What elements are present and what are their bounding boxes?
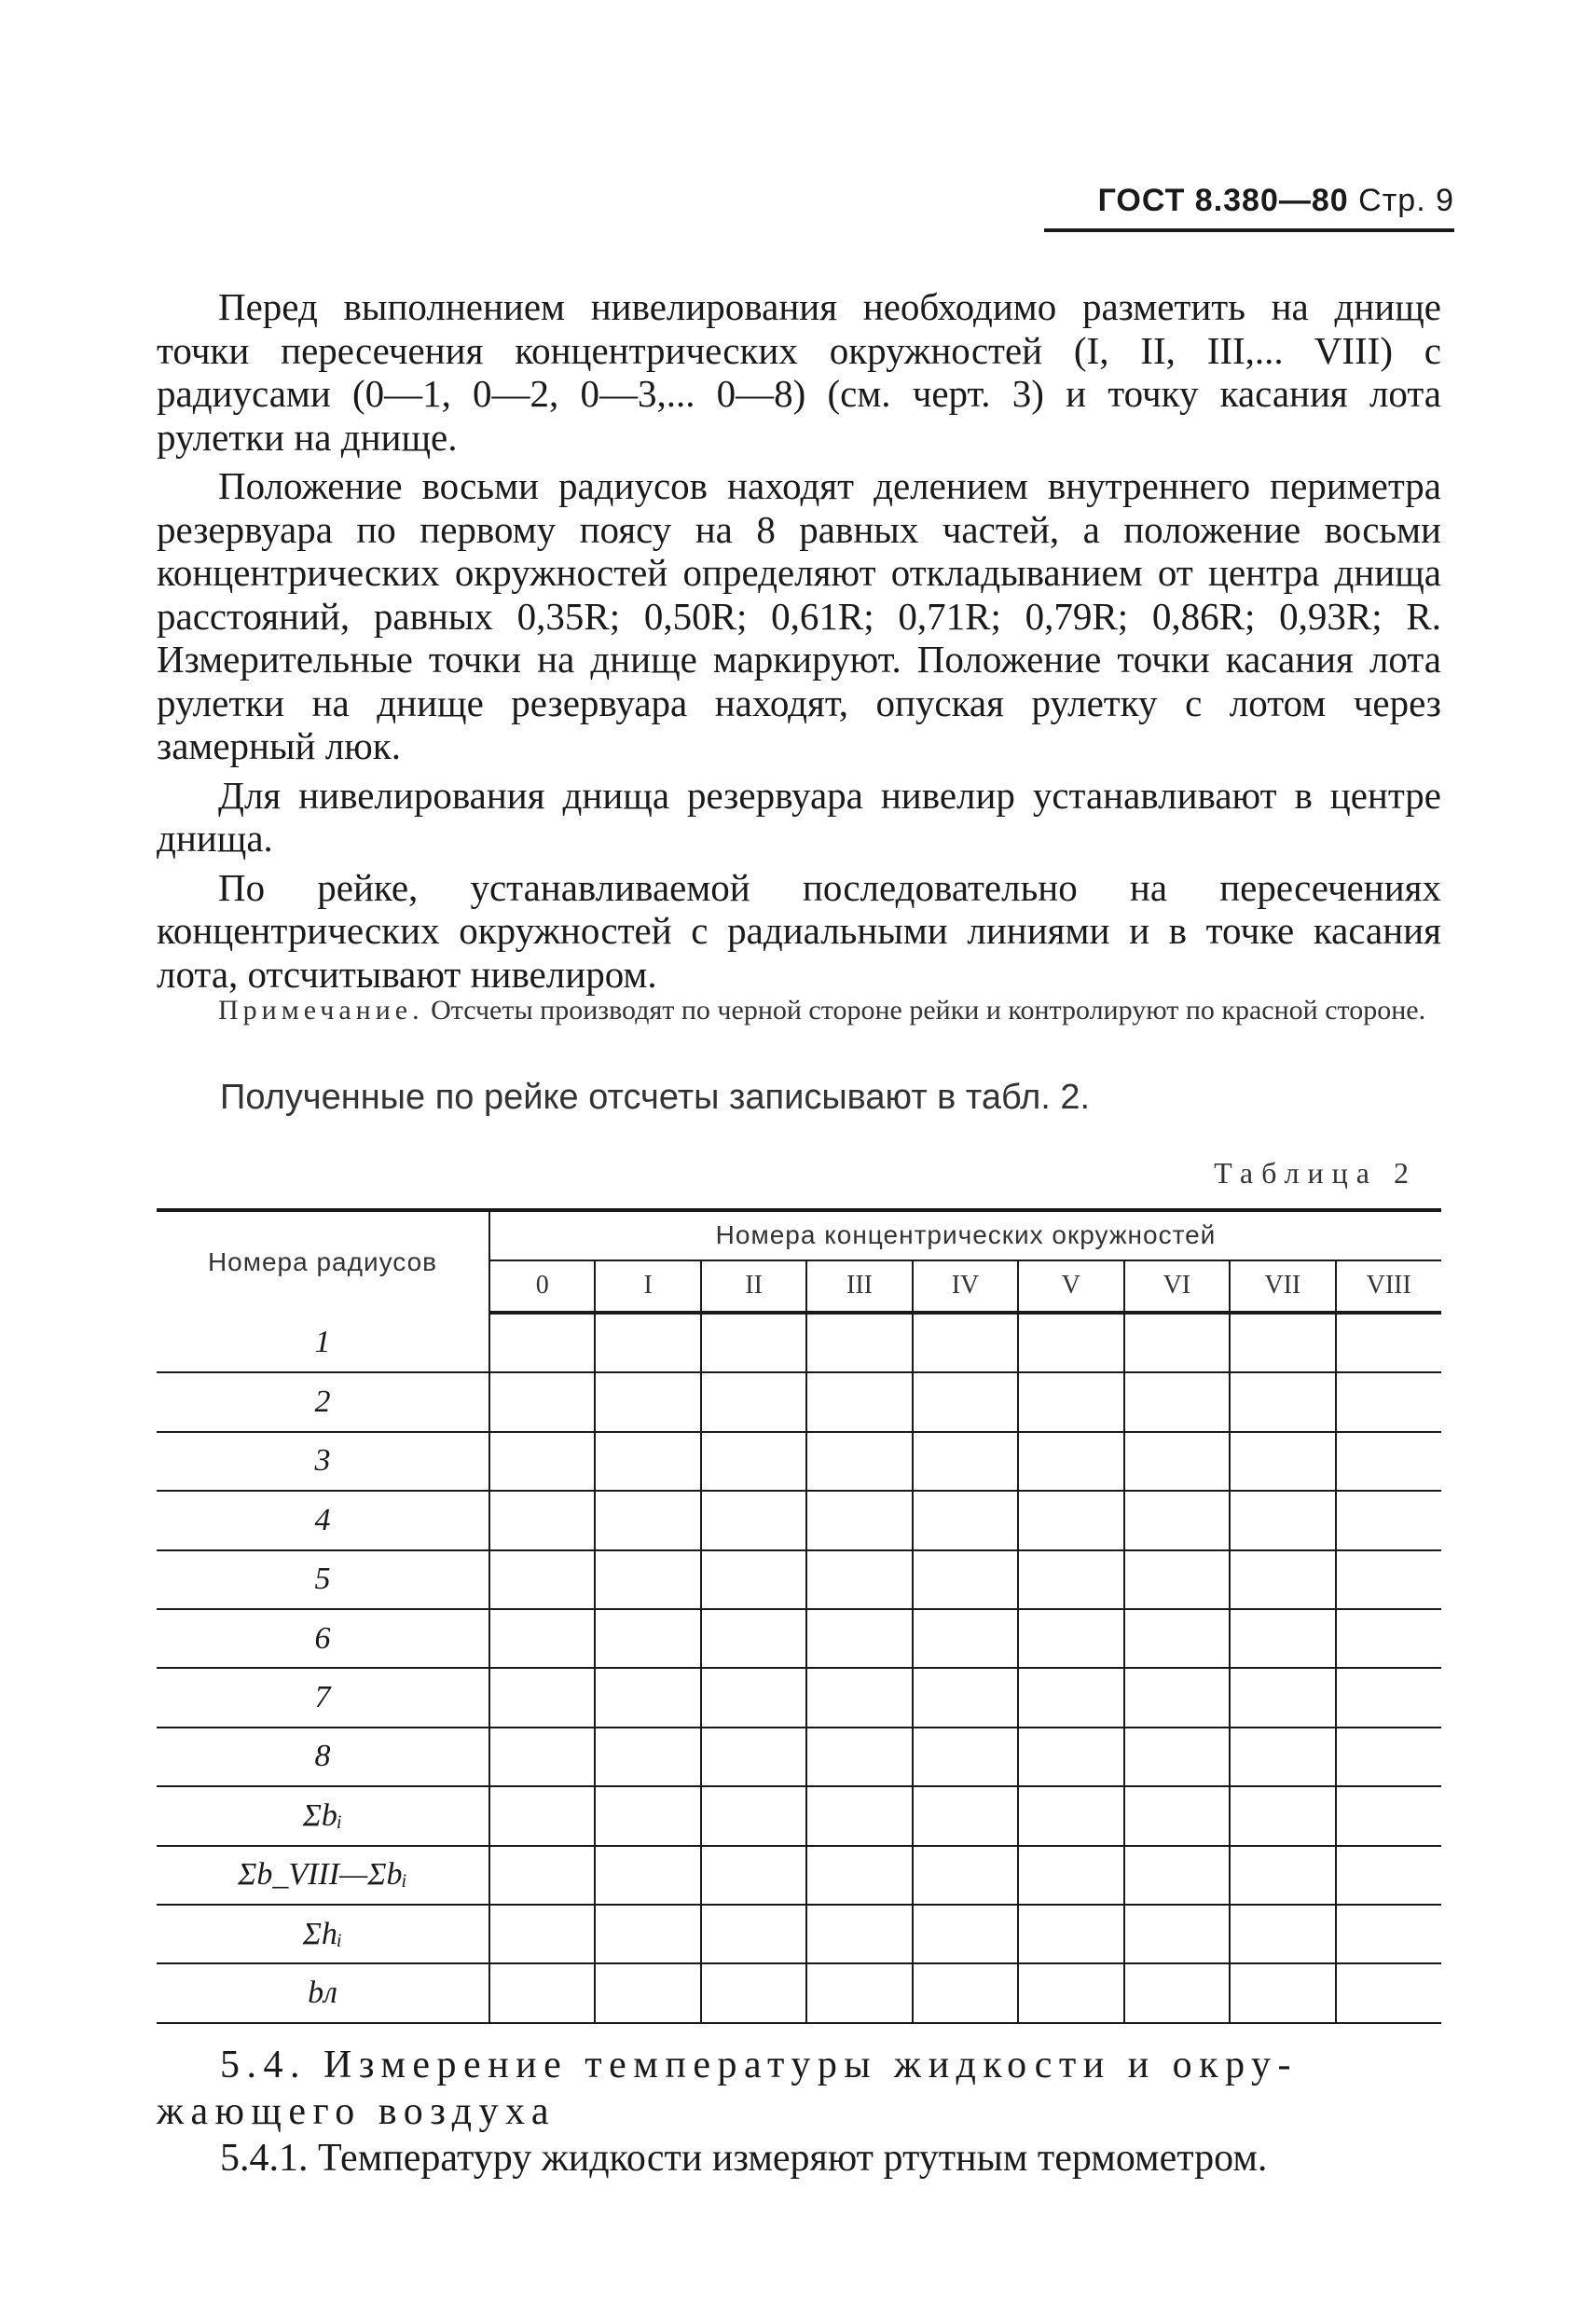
row-label: Σbᵢ [157,1786,489,1845]
table-cell [701,1550,806,1609]
page-header [1044,183,1454,232]
table-cell [1336,1491,1442,1549]
table-cell [489,1432,595,1491]
table-cell [913,1313,1018,1372]
table-cell [1336,1905,1442,1963]
table-cell [1336,1668,1442,1727]
table-cell [806,1668,912,1727]
row-label: 5 [157,1550,489,1609]
table-row [157,1668,1441,1727]
section-title [157,2042,1441,2135]
table-cell [913,1668,1018,1727]
table-cell [806,1432,912,1491]
table-cell [1124,1609,1230,1668]
table-cell [1018,1491,1123,1549]
table-cell [1336,1372,1442,1431]
table-cell [489,1668,595,1727]
table-cell [1230,1786,1335,1845]
table-cell [1124,1905,1230,1963]
table-cell [595,1372,700,1431]
table-row [157,1963,1441,2022]
table-cell [913,1846,1018,1905]
table-cell [806,1786,912,1845]
table-cell [595,1609,700,1668]
page-number: Стр. 9 [1358,183,1454,218]
table-cell [1124,1491,1230,1549]
table-cell [1124,1963,1230,2022]
table-cell [595,1491,700,1549]
table-cell [913,1491,1018,1549]
table-cell [1230,1963,1335,2022]
table-cell [595,1786,700,1845]
column-header: VIII [1336,1260,1442,1313]
table-cell [1336,1786,1442,1845]
table-cell [913,1432,1018,1491]
table-row [157,1550,1441,1609]
row-label: Σhᵢ [157,1905,489,1963]
column-header: VI [1124,1260,1230,1313]
table-cell [806,1609,912,1668]
table-cell [489,1905,595,1963]
paragraph-3: Для нивелирования днища резервуара нивелир устанавливают в центре днища. [157,773,1441,860]
table-cell [1336,1432,1442,1491]
table-cell [1018,1609,1123,1668]
table-cell [1336,1728,1442,1786]
row-label: bл [157,1963,489,2022]
row-label: 8 [157,1728,489,1786]
table-cell [701,1609,806,1668]
table-cell [1230,1550,1335,1609]
table-cell [1018,1668,1123,1727]
table-cell [701,1846,806,1905]
circles-header: Номера концентрических окружностей [489,1210,1441,1260]
table-cell [489,1550,595,1609]
column-header: VII [1230,1260,1335,1313]
table-cell [1018,1372,1123,1431]
paragraph-1: Перед выполнением нивелирования необходимо разметить на днище точки пересечения концентрических окружностей (I, II, III,... VIII) с радиусами (0—1, 0—2, 0—3,... 0—8) (см. черт. 3) и точку касания лота рулетки на днище. [157,285,1441,459]
table-cell [1230,1609,1335,1668]
table-cell [1230,1432,1335,1491]
table-cell [595,1963,700,2022]
paragraph-4: По рейке, устанавливаемой последовательно на пересечениях концентрических окружностей с радиальными линиями и в точке касания лота, отсчитывают нивелиром. [157,865,1441,996]
table-cell [1336,1609,1442,1668]
row-label: 2 [157,1372,489,1431]
table-cell [701,1432,806,1491]
row-label: 3 [157,1432,489,1491]
table-cell [595,1846,700,1905]
row-label: 1 [157,1313,489,1372]
table-cell [701,1786,806,1845]
table-cell [489,1728,595,1786]
table-row [157,1432,1441,1491]
table-row [157,1491,1441,1549]
table-cell [1124,1313,1230,1372]
table-cell [1230,1728,1335,1786]
row-label: 7 [157,1668,489,1727]
table-cell [1124,1728,1230,1786]
table-cell [913,1550,1018,1609]
paragraph-2: Положение восьми радиусов находят делением внутреннего периметра резервуара по первому поясу на 8 равных частей, а положение восьми концентрических окружностей определяют откладыванием от центра днища расстояний, равных 0,35R; 0,50R; 0,61R; 0,71R; 0,79R; 0,86R; 0,93R; R. Измерительные точки на днище маркируют. Положение точки касания лота рулетки на днище резервуара находят, опуская рулетку с лотом через замерный люк. [157,464,1441,767]
table-row [157,1905,1441,1963]
table-cell [806,1372,912,1431]
table-cell [1230,1668,1335,1727]
note-label: Примечание. [218,995,424,1026]
table-cell [806,1550,912,1609]
table-row [157,1786,1441,1845]
table-cell [489,1846,595,1905]
table-cell [806,1963,912,2022]
row-label: 6 [157,1609,489,1668]
table-cell [1018,1846,1123,1905]
table-cell [1018,1728,1123,1786]
table-cell [1124,1786,1230,1845]
table-row [157,1609,1441,1668]
table-cell [1018,1905,1123,1963]
table-row [157,1313,1441,1372]
table-cell [1124,1668,1230,1727]
table-cell [1336,1313,1442,1372]
table-cell [701,1491,806,1549]
table-cell [806,1905,912,1963]
document-code: ГОСТ 8.380—80 [1097,183,1349,218]
table-cell [1336,1963,1442,2022]
table-cell [913,1963,1018,2022]
table-cell [595,1905,700,1963]
table-cell [1124,1846,1230,1905]
table-row [157,1372,1441,1431]
table-cell [806,1728,912,1786]
table-cell [1124,1372,1230,1431]
table-cell [806,1491,912,1549]
table-cell [913,1728,1018,1786]
table-cell [1230,1313,1335,1372]
body-text [157,285,1441,996]
table-cell [1018,1550,1123,1609]
table-cell [489,1963,595,2022]
column-header: IV [913,1260,1018,1313]
table-cell [913,1905,1018,1963]
table-cell [701,1905,806,1963]
table-cell [1124,1550,1230,1609]
table-cell [806,1846,912,1905]
table-cell [489,1313,595,1372]
table-cell [1230,1905,1335,1963]
table-row [157,1728,1441,1786]
column-header: I [595,1260,700,1313]
column-header: V [1018,1260,1123,1313]
table-cell [595,1668,700,1727]
table-cell [1018,1963,1123,2022]
radii-header: Номера радиусов [157,1210,489,1313]
table-cell [1018,1786,1123,1845]
table-cell [595,1432,700,1491]
table-cell [701,1728,806,1786]
table-cell [595,1550,700,1609]
table-cell [1230,1372,1335,1431]
table-cell [701,1313,806,1372]
table-cell [701,1372,806,1431]
section-title-line-2: жающего воздуха [157,2090,557,2133]
column-header: II [701,1260,806,1313]
column-header: 0 [489,1260,595,1313]
section-title-line-1: 5.4. Измерение температуры жидкости и окру- [220,2044,1299,2086]
table-caption: Таблица 2 [1214,1156,1417,1190]
table-cell [1018,1313,1123,1372]
table-cell [1124,1432,1230,1491]
table-2 [157,1208,1441,2024]
table-cell [806,1313,912,1372]
table-cell [489,1609,595,1668]
table-cell [1018,1432,1123,1491]
table-cell [913,1609,1018,1668]
note [157,994,1441,1027]
table-cell [1336,1846,1442,1905]
column-header: III [806,1260,912,1313]
table-cell [913,1372,1018,1431]
row-label: Σb_VIII—Σbᵢ [157,1846,489,1905]
row-label: 4 [157,1491,489,1549]
table-cell [489,1372,595,1431]
note-text: Отсчеты производят по черной стороне рейки и контролируют по красной стороне. [431,995,1426,1026]
table-cell [595,1313,700,1372]
received-text: Полученные по рейке отсчеты записывают в табл. 2. [220,1078,1091,1117]
table-cell [913,1786,1018,1845]
section-text: 5.4.1. Температуру жидкости измеряют ртутным термометром. [220,2137,1268,2180]
table-cell [595,1728,700,1786]
table-cell [1336,1550,1442,1609]
table-row [157,1846,1441,1905]
table-cell [489,1786,595,1845]
table-cell [1230,1846,1335,1905]
table-cell [489,1491,595,1549]
table-cell [701,1668,806,1727]
table-cell [1230,1491,1335,1549]
table-cell [701,1963,806,2022]
